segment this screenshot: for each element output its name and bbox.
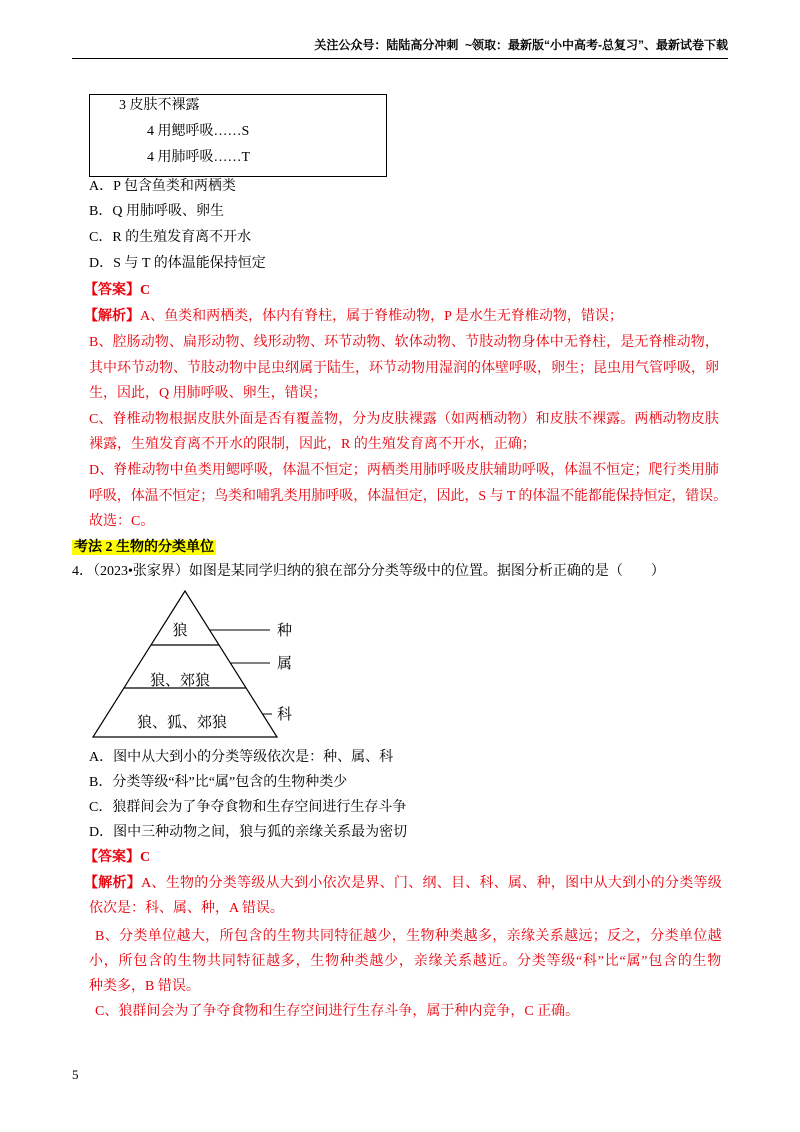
- section-heading: [72, 539, 216, 557]
- rank-label-species: 种: [277, 623, 293, 639]
- analysis-line: 种类多，B 错误。: [89, 979, 200, 994]
- rank-label-family: 科: [277, 707, 293, 723]
- analysis-line: C、狼群间会为了争夺食物和生存空间进行生存斗争，属于种内竞争，C 正确。: [95, 1004, 580, 1019]
- analysis-line: D、脊椎动物中鱼类用鳃呼吸，体温不恒定；两栖类用肺呼吸皮肤辅助呼吸，体温不恒定；爬行类用肺: [89, 463, 719, 478]
- answer: 【答案】C: [84, 850, 151, 865]
- analysis-line: 生，因此，Q 用肺呼吸、卵生，错误；: [89, 386, 327, 401]
- section-title: 考法 2 生物的分类单位: [74, 540, 214, 555]
- option-b: B．Q 用肺呼吸、卵生: [89, 204, 224, 219]
- header-rule: [72, 58, 728, 59]
- analysis-line: 故选：C。: [89, 514, 155, 529]
- analysis-text: A、鱼类和两栖类，体内有脊柱，属于脊椎动物，P 是水生无脊椎动物，错误；: [140, 309, 623, 324]
- analysis-line: 小，所包含的生物共同特征越多，生物种类越少，亲缘关系越近。分类等级“科”比“属”包含的生物: [89, 954, 723, 969]
- option-d: D．图中三种动物之间，狼与狐的亲缘关系最为密切: [89, 825, 408, 840]
- level-family-animals: 狼、狐、郊狼: [136, 715, 228, 731]
- analysis-label: 【解析】: [84, 876, 142, 891]
- option-c: C．R 的生殖发育离不开水: [89, 230, 252, 245]
- question-stem: 4．（2023•张家界）如图是某同学归纳的狼在部分分类等级中的位置。据图分析正确的是（ ）: [72, 564, 665, 579]
- level-species-animals: 狼: [172, 623, 188, 639]
- page-number: 5: [72, 1067, 79, 1082]
- answer: 【答案】C: [84, 283, 151, 298]
- level-genus-animals: 狼、郊狼: [149, 673, 211, 689]
- analysis-text: A、生物的分类等级从大到小依次是界、门、纲、目、科、属、种，图中从大到小的分类等级: [141, 876, 722, 891]
- analysis-label: 【解析】: [84, 309, 140, 324]
- analysis-line: B、分类单位越大，所包含的生物共同特征越少，生物种类越多，亲缘关系越远；反之，分类单位越: [95, 929, 722, 944]
- option-d: D．S 与 T 的体温能保持恒定: [89, 256, 266, 271]
- analysis-line: [84, 308, 623, 326]
- analysis-line: [84, 875, 722, 893]
- key-line: 4 用鳃呼吸……S: [147, 124, 250, 139]
- analysis-line: 裸露，生殖发育离不开水的限制，因此，R 的生殖发育离不开水，正确；: [89, 437, 536, 452]
- analysis-line: B、腔肠动物、扁形动物、线形动物、环节动物、软体动物、节肢动物身体中无脊柱，是无脊椎动物，: [89, 335, 719, 350]
- key-line: 4 用肺呼吸……T: [147, 150, 251, 165]
- option-b: B．分类等级“科”比“属”包含的生物种类少: [89, 775, 348, 790]
- option-c: C．狼群间会为了争夺食物和生存空间进行生存斗争: [89, 800, 407, 815]
- key-line: 3 皮肤不裸露: [119, 98, 200, 113]
- classification-pyramid-diagram: [88, 586, 313, 744]
- analysis-line: 其中环节动物、节肢动物中昆虫纲属于陆生，环节动物用湿润的体壁呼吸，卵生；昆虫用气管呼吸，卵: [89, 361, 719, 376]
- header-notice: 关注公众号：陆陆高分冲刺 ~领取：最新版“小中高考-总复习”、最新试卷下载: [314, 38, 728, 52]
- analysis-line: C、脊椎动物根据皮肤外面是否有覆盖物，分为皮肤裸露（如两栖动物）和皮肤不裸露。两栖动物皮肤: [89, 412, 719, 427]
- analysis-line: 呼吸，体温不恒定；鸟类和哺乳类用肺呼吸，体温恒定，因此，S 与 T 的体温不能都能保持恒定，错误。: [89, 489, 727, 504]
- option-a: A．P 包含鱼类和两栖类: [89, 179, 236, 194]
- option-a: A．图中从大到小的分类等级依次是：种、属、科: [89, 750, 394, 765]
- rank-label-genus: 属: [277, 656, 293, 672]
- analysis-line: 依次是：科、属、种，A 错误。: [89, 901, 284, 916]
